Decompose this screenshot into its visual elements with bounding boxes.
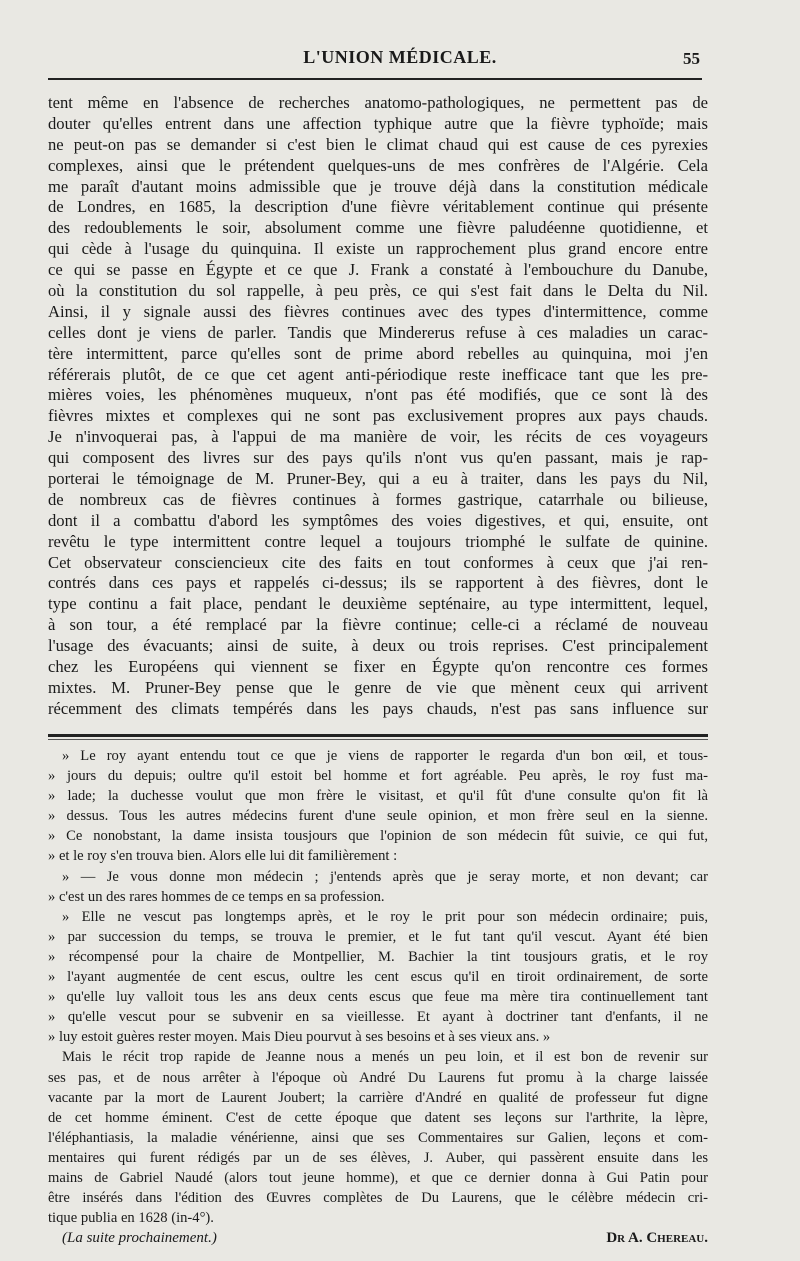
text-line: tère intermittent, parce qu'elles sont de prime abord rebelles au quinquina, moi j'en — [48, 343, 708, 363]
quote-line: » jours du depuis; oultre qu'il estoit bel homme et fort agréable. Peu après, le roy fust ma- — [48, 768, 708, 785]
text-line: mentaires qui furent rédigés par un de ses élèves, J. Auber, qui passèrent ensuite dans les — [48, 1149, 708, 1166]
text-line: de cet homme éminent. C'est de cette époque que datent ses leçons sur l'arthrite, la lèpre, — [48, 1109, 708, 1126]
quote-line: » Elle ne vescut pas longtemps après, et le roy le prit pour son médecin ordinaire; puis, — [62, 908, 708, 925]
section-rule — [48, 734, 708, 737]
text-line: Ainsi, il y signale aussi des fièvres continues avec des types d'intermittence, comme — [48, 301, 708, 321]
page-number: 55 — [683, 49, 700, 68]
quote-line: » dessus. Tous les autres médecins furent d'une seule opinion, et mon frère seul en la sienne. — [48, 808, 708, 825]
text-line: à son tour, a été remplacé par la fièvre continue; celle-ci a réclamé de nouveau — [48, 615, 708, 635]
quote-line: » et le roy s'en trouva bien. Alors elle lui dit familièrement : — [48, 848, 398, 865]
text-line: mains de Gabriel Naudé (alors tout jeune homme), et que ce dernier donna à Gui Patin pour — [48, 1169, 708, 1186]
text-line: complexes, ainsi que le prétendent quelques-uns de mes confrères de l'Algérie. Cela — [48, 155, 708, 175]
text-line: type continu a fait place, pendant le deuxième septénaire, au type intermittent, lequel, — [48, 594, 708, 614]
quote-line: » — Je vous donne mon médecin ; j'entends après que je seray morte, et non devant; car — [62, 868, 708, 885]
text-line: l'usage des évacuants; ainsi de suite, à deux ou trois reprises. C'est principalement — [48, 636, 708, 656]
page-header — [0, 47, 800, 73]
text-line: de Londres, en 1685, la description d'une fièvre véritablement continue qui présente — [48, 197, 708, 217]
text-line: qui composent des livres sur des pays qu'ils n'ont vus qu'en passant, mais je rap- — [48, 448, 708, 468]
journal-title: L'UNION MÉDICALE. — [303, 47, 497, 67]
text-line: mières voies, les phénomènes muqueux, n'ont pas été modifiés, que ce sont là des — [48, 385, 708, 405]
text-line: Je n'invoquerai pas, à l'appui de ma manière de voir, les récits de ces voyageurs — [48, 427, 708, 447]
quote-line: » l'ayant augmentée de cent escus, oultre les cent escus qu'il en tiroit ordinairement, de sorte — [48, 969, 708, 986]
text-line: Cet observateur consciencieux cite des faits en tout conformes à ceux que j'ai ren- — [48, 552, 708, 572]
text-line: dont il a combattu d'abord les symptômes des voies digestives, et qui, ensuite, ont — [48, 510, 708, 530]
quote-line: » Le roy ayant entendu tout ce que je viens de rapporter le regarda d'un bon œil, et tous- — [62, 748, 708, 764]
text-line: douter qu'elles entrent dans une affection typhique autre que la fièvre typhoïde; mais — [48, 113, 708, 133]
text-line: ses pas, et de nous arrêter à l'époque où André Du Laurens fut promu à la charge laissée — [48, 1069, 708, 1086]
text-line: ce qui se passe en Égypte et ce que J. Frank a constaté à l'embouchure du Danube, — [48, 260, 708, 280]
text-line: fièvres mixtes et complexes qui ne sont pas exclusivement propres aux pays chauds. — [48, 406, 708, 426]
text-line: me paraît d'autant moins admissible que je trouve déjà dans la constitution médicale — [48, 176, 708, 196]
quote-line: » par succession du temps, se trouva le premier, et le fut tant qu'il vescut. Ayant été bien — [48, 928, 708, 945]
text-line: où la constitution du sol rappelle, à peu près, ce qui s'est fait dans le Delta du Nil. — [48, 281, 708, 301]
text-line: des redoublements le soir, absolument comme une fièvre paludéenne quotidienne, et — [48, 218, 708, 238]
header-rule — [48, 78, 702, 80]
continuation-note: (La suite prochainement.) — [62, 1230, 217, 1246]
text-line: mixtes. M. Pruner-Bey pense que le genre de vie que mènent ceux qui arrivent — [48, 677, 708, 697]
text-line: Mais le récit trop rapide de Jeanne nous a menés un peu loin, et il est bon de revenir sur — [62, 1049, 708, 1066]
main-text — [48, 93, 708, 720]
quote-line: » c'est un des rares hommes de ce temps en sa profession. — [48, 888, 385, 905]
text-line: qui cède à l'usage du quinquina. Il existe un rapprochement plus grand encore entre — [48, 239, 708, 259]
quote-line: » qu'elle luy valloit tous les ans deux cents escus que feue ma mère tira continuellement tant — [48, 989, 708, 1006]
text-line: revêtu le type intermittent contre lequel a toujours triomphé le sulfate de quinine. — [48, 531, 708, 551]
text-line: l'éléphantiasis, la maladie vénérienne, ainsi que ses Commentaires sur Galien, leçons et com- — [48, 1129, 708, 1146]
text-line: chez les Européens qui viennent se fixer en Égypte qu'on rencontre ces formes — [48, 657, 708, 677]
text-line: vacante par la mort de Laurent Joubert; la carrière d'André en qualité de professeur fut digne — [48, 1089, 708, 1106]
quote-line: » récompensé pour la chaire de Montpellier, M. Bachier la tint tousjours gratis, et le roy — [48, 948, 708, 965]
quote-line: » qu'elle vescut pour se subvenir en sa vieillesse. Et ayant à doctriner tant d'enfants, il ne — [48, 1009, 708, 1026]
text-line: être insérés dans l'édition des Œuvres complètes de Du Laurens, que le célèbre médecin cri- — [48, 1190, 708, 1207]
text-line: tent même en l'absence de recherches anatomo-pathologiques, ne permettent pas de — [48, 93, 708, 112]
text-line: récemment des climats tempérés dans les pays chauds, n'est pas sans influence sur — [48, 698, 708, 718]
author-signature: Dr A. Chereau. — [606, 1230, 708, 1246]
text-line: celles dont je viens de parler. Tandis que Mindererus refuse à ces maladies un carac- — [48, 322, 708, 342]
text-line: tique publia en 1628 (in-4°). — [48, 1210, 214, 1227]
quote-line: » Ce nonobstant, la dame insista tousjours que l'opinion de son médecin fût suivie, ce qui fut, — [48, 828, 708, 845]
text-line: ne peut-on pas se demander si c'est bien le climat chaud qui est cause de ces pyrexies — [48, 134, 708, 154]
section-rule-thin — [48, 739, 708, 740]
text-line: contrés dans ces pays et rappelés ci-dessus; ils se rapportent à des fièvres, dont le — [48, 573, 708, 593]
text-line: référerais plutôt, de ce que cet agent anti-périodique reste inefficace tant que les pre- — [48, 364, 708, 384]
article-footer — [48, 1230, 708, 1250]
text-line: porterai le témoignage de M. Pruner-Bey, qui a eu à traiter, dans les pays du Nil, — [48, 469, 708, 489]
text-line: de nombreux cas de fièvres continues à formes gastrique, catarrhale ou bilieuse, — [48, 489, 708, 509]
quote-line: » luy estoit guères rester moyen. Mais Dieu pourvut à ses besoins et à ses vieux ans. » — [48, 1029, 551, 1046]
quote-line: » lade; la duchesse voulut que mon frère le visitast, et qu'il fût d'une consulte qu'on fit là — [48, 788, 708, 805]
feuilleton-text — [48, 746, 708, 1228]
